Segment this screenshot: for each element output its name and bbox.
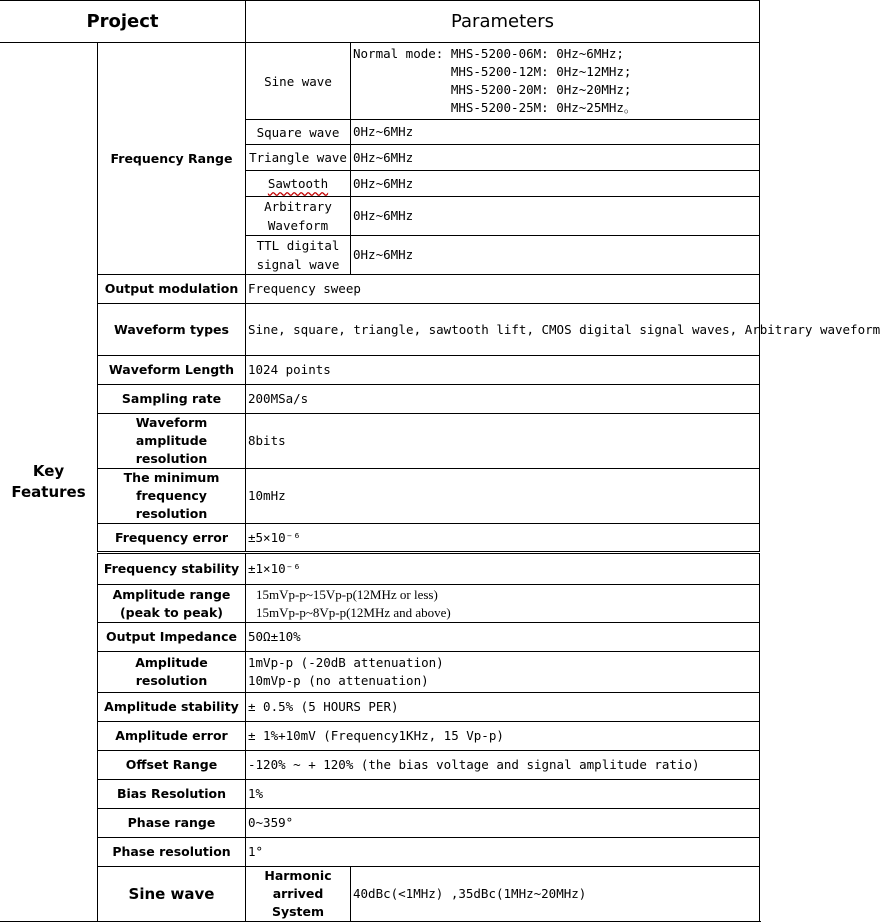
param-label: Waveform types — [98, 304, 246, 356]
table-row — [0, 524, 760, 553]
value-line: 1mVp-p (-20dB attenuation) — [248, 655, 444, 670]
header-row — [0, 1, 760, 43]
value-line: MHS-5200-25M: 0Hz~25MHz。 — [353, 100, 637, 115]
param-label: Frequency error — [98, 524, 246, 553]
param-value: 1024 points — [246, 356, 760, 385]
param-label: Offset Range — [98, 751, 246, 780]
table-row — [0, 43, 760, 120]
param-value: 0~359° — [246, 809, 760, 838]
value-square: 0Hz~6MHz — [351, 120, 760, 145]
param-label: Phase resolution — [98, 838, 246, 867]
param-label: Amplitude resolution — [98, 652, 246, 693]
param-value: -120% ~ + 120% (the bias voltage and signal amplitude ratio) — [246, 751, 760, 780]
param-label: Waveform Length — [98, 356, 246, 385]
wave-label-square: Square wave — [246, 120, 351, 145]
param-value: ± 0.5% (5 HOURS PER) — [246, 693, 760, 722]
group-key-features: Key Features — [0, 43, 98, 922]
wave-label-sine: Sine wave — [246, 43, 351, 120]
table-row — [0, 553, 760, 585]
table-row — [0, 780, 760, 809]
param-label: Sampling rate — [98, 385, 246, 414]
param-label-frequency-range: Frequency Range — [98, 43, 246, 275]
param-value: 50Ω±10% — [246, 623, 760, 652]
param-value: ± 1%+10mV (Frequency1KHz, 15 Vp-p) — [246, 722, 760, 751]
header-parameters: Parameters — [246, 1, 760, 43]
wave-label-ttl: TTL digital signal wave — [246, 236, 351, 275]
value-sawtooth: 0Hz~6MHz — [351, 171, 760, 197]
param-value: ±1×10⁻⁶ — [246, 553, 760, 585]
table-row — [0, 809, 760, 838]
param-label: Amplitude error — [98, 722, 246, 751]
value-triangle: 0Hz~6MHz — [351, 145, 760, 171]
table-row — [0, 652, 760, 693]
param-label: Harmonic arrived System — [246, 867, 351, 922]
value-ttl: 0Hz~6MHz — [351, 236, 760, 275]
param-value: 1% — [246, 780, 760, 809]
param-label: Output Impedance — [98, 623, 246, 652]
table-row — [0, 623, 760, 652]
table-row — [0, 356, 760, 385]
table-row — [0, 751, 760, 780]
header-project: Project — [0, 1, 246, 43]
wave-label-sawtooth — [246, 171, 351, 197]
table-row — [0, 838, 760, 867]
param-label: Amplitude stability — [98, 693, 246, 722]
value-line: 15mVp-p~15Vp-p(12MHz or less) — [256, 586, 438, 602]
param-value: 40dBc(<1MHz) ,35dBc(1MHz~20MHz) — [351, 867, 760, 922]
param-label: Output modulation — [98, 275, 246, 304]
value-sine — [351, 43, 760, 120]
wave-label-triangle: Triangle wave — [246, 145, 351, 171]
param-label: Bias Resolution — [98, 780, 246, 809]
param-value-waveform-types: Sine, square, triangle, sawtooth lift, CMOS digital signal waves, Arbitrary waveform — [246, 304, 760, 356]
value-line: Normal mode: MHS-5200-06M: 0Hz~6MHz; — [353, 46, 624, 61]
table-row — [0, 585, 760, 623]
table-row — [0, 414, 760, 469]
param-label: Waveform amplitude resolution — [98, 414, 246, 469]
param-label: Frequency stability — [98, 553, 246, 585]
table-row — [0, 722, 760, 751]
table-row — [0, 304, 760, 356]
group-sine-wave: Sine wave — [98, 867, 246, 922]
value-line: 10mVp-p (no attenuation) — [248, 673, 429, 688]
value-line: MHS-5200-12M: 0Hz~12MHz; — [353, 64, 632, 79]
param-value: 10mHz — [246, 469, 760, 524]
table-row — [0, 469, 760, 524]
param-value: 200MSa/s — [246, 385, 760, 414]
wave-label-arbitrary: Arbitrary Waveform — [246, 197, 351, 236]
value-line: MHS-5200-20M: 0Hz~20MHz; — [353, 82, 632, 97]
value-arbitrary: 0Hz~6MHz — [351, 197, 760, 236]
table-row — [0, 275, 760, 304]
param-label: Amplitude range (peak to peak) — [98, 585, 246, 623]
param-value: Frequency sweep — [246, 275, 760, 304]
table-row — [0, 867, 760, 922]
table-row — [0, 385, 760, 414]
param-value: ±5×10⁻⁶ — [246, 524, 760, 553]
param-value — [246, 585, 760, 623]
sawtooth-text: Sawtooth — [267, 176, 329, 191]
table-row — [0, 693, 760, 722]
param-label: The minimum frequency resolution — [98, 469, 246, 524]
param-value: 1° — [246, 838, 760, 867]
value-line: 15mVp-p~8Vp-p(12MHz and above) — [256, 604, 451, 620]
param-label: Phase range — [98, 809, 246, 838]
param-value: 8bits — [246, 414, 760, 469]
param-value — [246, 652, 760, 693]
